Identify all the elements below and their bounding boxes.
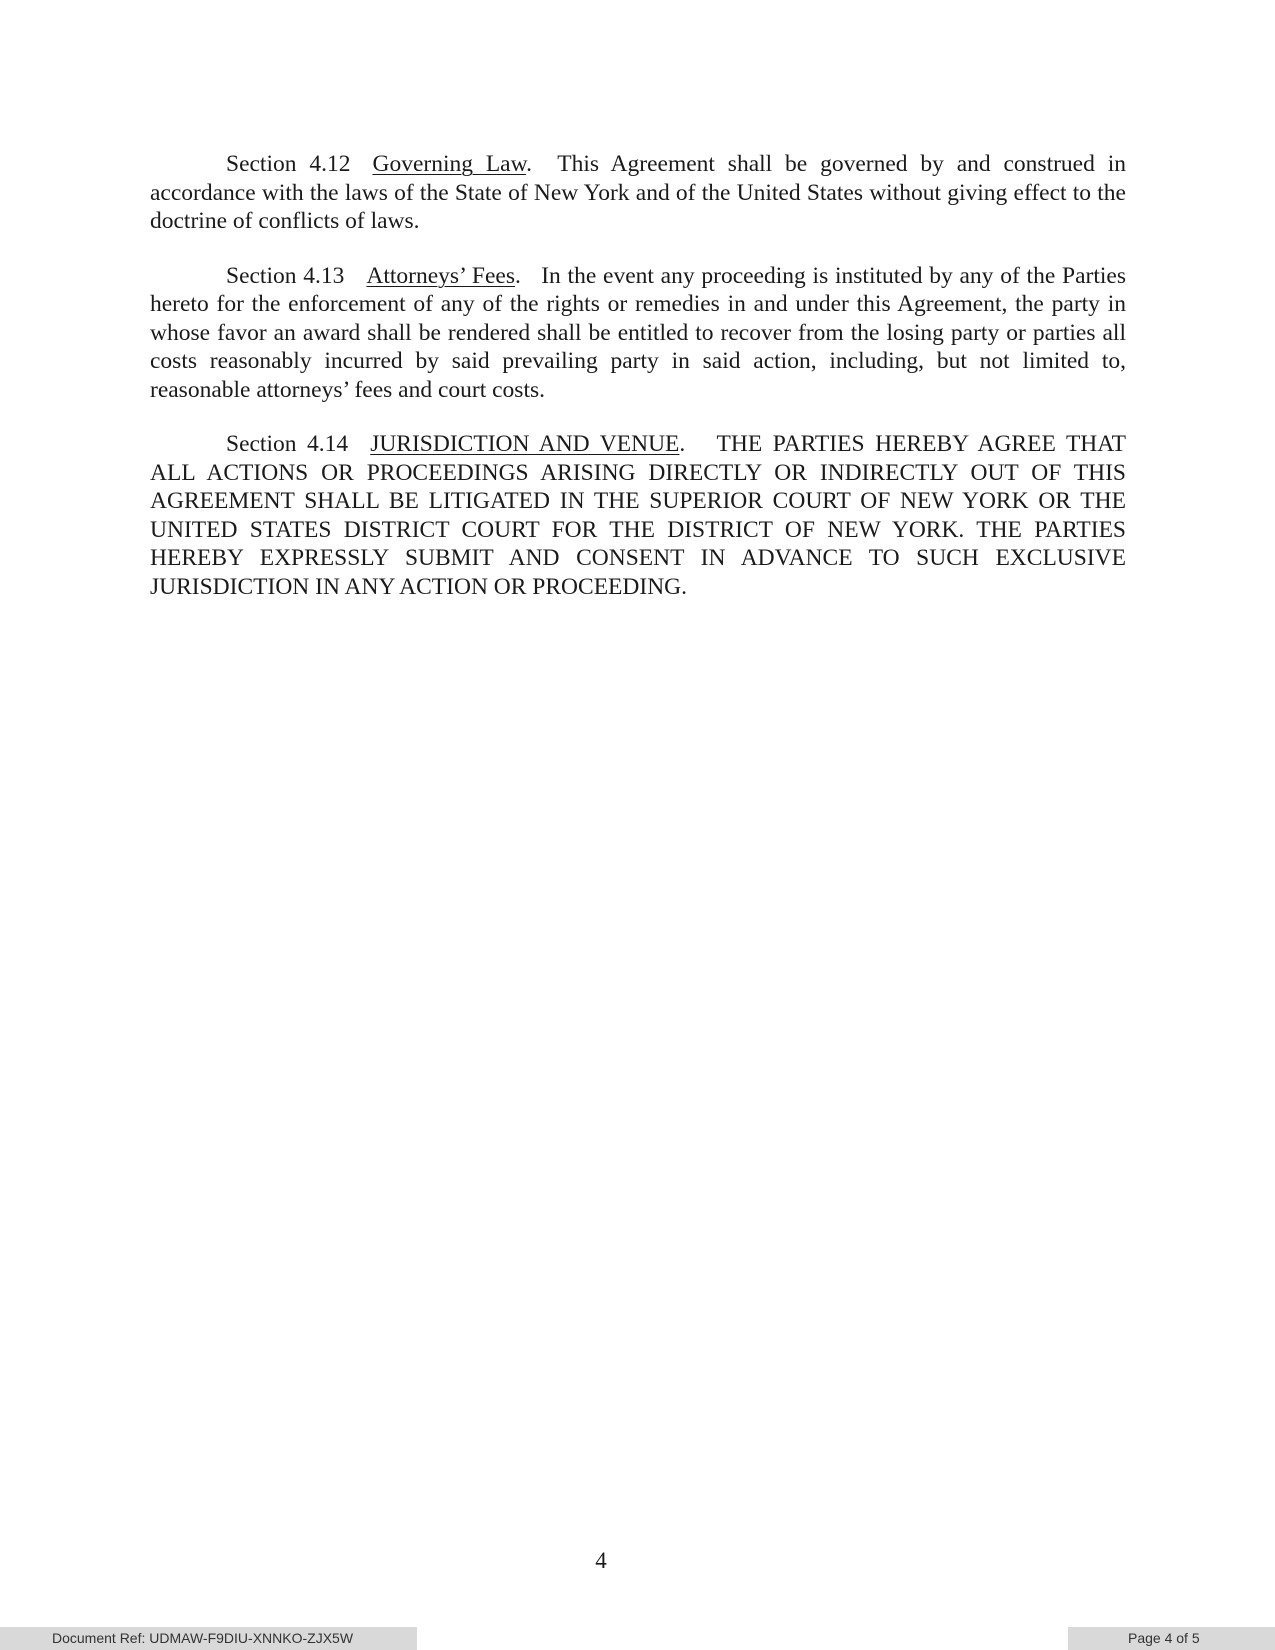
page-number: 4: [595, 1548, 607, 1573]
section-number: Section 4.13: [226, 262, 345, 289]
section-heading: Attorneys’ Fees: [366, 262, 515, 289]
section-text: This Agreement shall be governed by and construed in accordance with the laws of the State of New York and of the United States without giving effect to the doctrine of conflicts of laws.: [150, 151, 1126, 234]
page-count-footer: Page 4 of 5: [1068, 1627, 1275, 1650]
section-4-14: Section 4.14 JURISDICTION AND VENUE. THE PARTIES HEREBY AGREE THAT ALL ACTIONS OR PROCEEDINGS ARISING DIRECTLY OR INDIRECTLY OUT OF THIS AGREEMENT SHALL BE LITIGATED IN THE SUPERIOR COURT OF NEW YORK OR THE UNITED STATES DISTRICT COURT FOR THE DISTRICT OF NEW YORK. THE PARTIES HEREBY EXPRESSLY SUBMIT AND CONSENT IN ADVANCE TO SUCH EXCLUSIVE JURISDICTION IN ANY ACTION OR PROCEEDING.: [150, 431, 1127, 600]
section-4-12: Section 4.12 Governing Law. This Agreement shall be governed by and construed in accordance with the laws of the State of New York and of the United States without giving effect to the doctrine of conflicts of laws.: [150, 151, 1126, 234]
section-text: THE PARTIES HEREBY AGREE THAT ALL ACTIONS OR PROCEEDINGS ARISING DIRECTLY OR INDIRECTLY OUT OF THIS AGREEMENT SHALL BE LITIGATED IN THE SUPERIOR COURT OF NEW YORK OR THE UNITED STATES DISTRICT COURT FOR THE DISTRICT OF NEW YORK. THE PARTIES HEREBY EXPRESSLY SUBMIT AND CONSENT IN ADVANCE TO SUCH EXCLUSIVE JURISDICTION IN ANY ACTION OR PROCEEDING.: [150, 431, 1127, 600]
section-heading: JURISDICTION AND VENUE: [370, 431, 680, 457]
section-number: Section 4.12: [226, 151, 351, 177]
section-heading: Governing Law: [372, 151, 527, 177]
section-text: In the event any proceeding is instituted by any of the Parties hereto for the enforcement of any of the rights or remedies in and under this Agreement, the party in whose favor an award shall be rendered shall be entitled to recover from the losing party or parties all costs reasonably incurred by said prevailing party in said action, including, but not limited to, reasonable attorneys’ fees and court costs.: [150, 262, 1126, 403]
document-ref-footer: Document Ref: UDMAW-F9DIU-XNNKO-ZJX5W: [0, 1627, 417, 1650]
section-number: Section 4.14: [226, 431, 349, 457]
section-4-13: Section 4.13 Attorneys’ Fees. In the event any proceeding is instituted by any of the Parties hereto for the enforcement of any of the rights or remedies in and under this Agreement, the party in whose favor an award shall be rendered shall be entitled to recover from the losing party or parties all costs reasonably incurred by said prevailing party in said action, including, but not limited to, reasonable attorneys’ fees and court costs.: [150, 262, 1126, 403]
document-body: [150, 150, 1126, 627]
